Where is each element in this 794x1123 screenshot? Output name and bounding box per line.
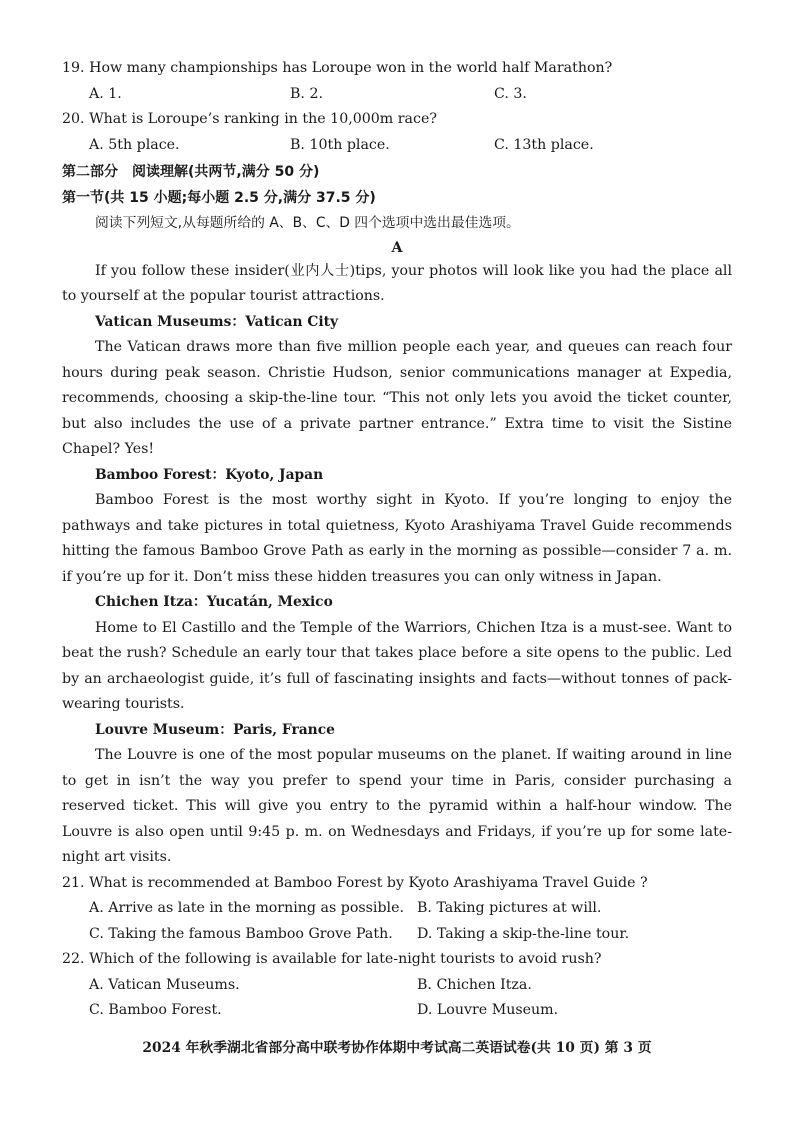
options-row [62, 922, 732, 948]
options-row [62, 998, 732, 1024]
option-a: A. Vatican Museums. [89, 976, 240, 993]
option-c: C. Bamboo Forest. [89, 1002, 222, 1018]
option-a: A. 1. [89, 85, 122, 102]
options-row [62, 133, 732, 159]
question-20 [62, 107, 732, 158]
option-d: D. Taking a skip-the-line tour. [417, 925, 630, 942]
question-21 [62, 871, 732, 948]
part-heading: 第二部分 阅读理解(共两节,满分 50 分) [62, 164, 320, 180]
option-c: C. 13th place. [494, 136, 594, 153]
instruction: 阅读下列短文,从每题所给的 A、B、C、D 四个选项中选出最佳选项。 [95, 215, 520, 231]
options-row [62, 973, 732, 999]
options-row [62, 82, 732, 108]
option-b: B. 10th place. [290, 136, 390, 153]
option-a: A. 5th place. [89, 136, 180, 153]
question-22 [62, 947, 732, 1024]
option-c: C. Taking the famous Bamboo Grove Path. [89, 925, 393, 942]
page-footer: 2024 年秋季湖北省部分高中联考协作体期中考试高二英语试卷(共 10 页) 第 3 页 [142, 1040, 652, 1056]
part-two-header [62, 160, 732, 237]
passage-label: A [391, 239, 403, 256]
option-a: A. Arrive as late in the morning as possible. [89, 900, 404, 916]
question-stem: 21. What is recommended at Bamboo Forest by Kyoto Arashiyama Travel Guide ? [62, 874, 648, 891]
option-d: D. Louvre Museum. [417, 1002, 559, 1018]
question-stem: 19. How many championships has Loroupe won in the world half Marathon? [62, 60, 613, 76]
options-row [62, 896, 732, 922]
question-stem: 20. What is Loroupe’s ranking in the 10,000m race? [62, 111, 437, 127]
option-b: B. Chichen Itza. [417, 976, 532, 993]
option-b: B. Taking pictures at will. [417, 900, 602, 916]
question-19 [62, 56, 732, 107]
option-c: C. 3. [494, 85, 527, 102]
section-title: Bamboo Forest：Kyoto, Japan [95, 466, 324, 483]
section-text: The Vatican draws more than five million people each year, and queues can reach four hours during peak season. Christie Hudson, senior communications manager at Expedia, recommends, choosing a skip-the-line tour. “This not only lets you avoid the ticket counter, but also includes the use of a private partner entrance.” Extra time to visit the Sistine Chapel? Yes! [62, 339, 732, 457]
option-b: B. 2. [290, 85, 323, 102]
section-heading: 第一节(共 15 小题;每小题 2.5 分,满分 37.5 分) [62, 189, 376, 206]
section-title: Louvre Museum：Paris, France [95, 721, 335, 738]
section-title: Chichen Itza：Yucatán, Mexico [95, 594, 333, 610]
passage-intro: If you follow these insider(业内人士)tips, your photos will look like you had the place all to yourself at the popular tourist attractions. [62, 262, 732, 304]
section-title: Vatican Museums：Vatican City [95, 313, 338, 330]
passage-a [62, 237, 732, 871]
section-text: Bamboo Forest is the most worthy sight in Kyoto. If you’re longing to enjoy the pathways and take pictures in total quietness, Kyoto Arashiyama Travel Guide recommends hitting the famous Bamboo Grove Path as early in the morning as possible—consider 7 a. m. if you’re up for it. Don’t miss these hidden treasures you can only witness in Japan. [62, 492, 732, 585]
section-text: The Louvre is one of the most popular museums on the planet. If waiting around in line to get in isn’t the way you prefer to spend your time in Paris, consider purchasing a reserved ticket. This will give you entry to the pyramid within a half-hour window. The Louvre is also open until 9:45 p. m. on Wednesdays and Fridays, if you’re up for some late-night art visits. [62, 747, 732, 865]
question-stem: 22. Which of the following is available for late-night tourists to avoid rush? [62, 951, 602, 967]
section-text: Home to El Castillo and the Temple of the Warriors, Chichen Itza is a must-see. Want to beat the rush? Schedule an early tour that takes place before a site opens to the public. Led by an archaeologist guide, it’s full of fascinating insights and facts—without tonnes of pack-wearing tourists. [62, 619, 732, 712]
